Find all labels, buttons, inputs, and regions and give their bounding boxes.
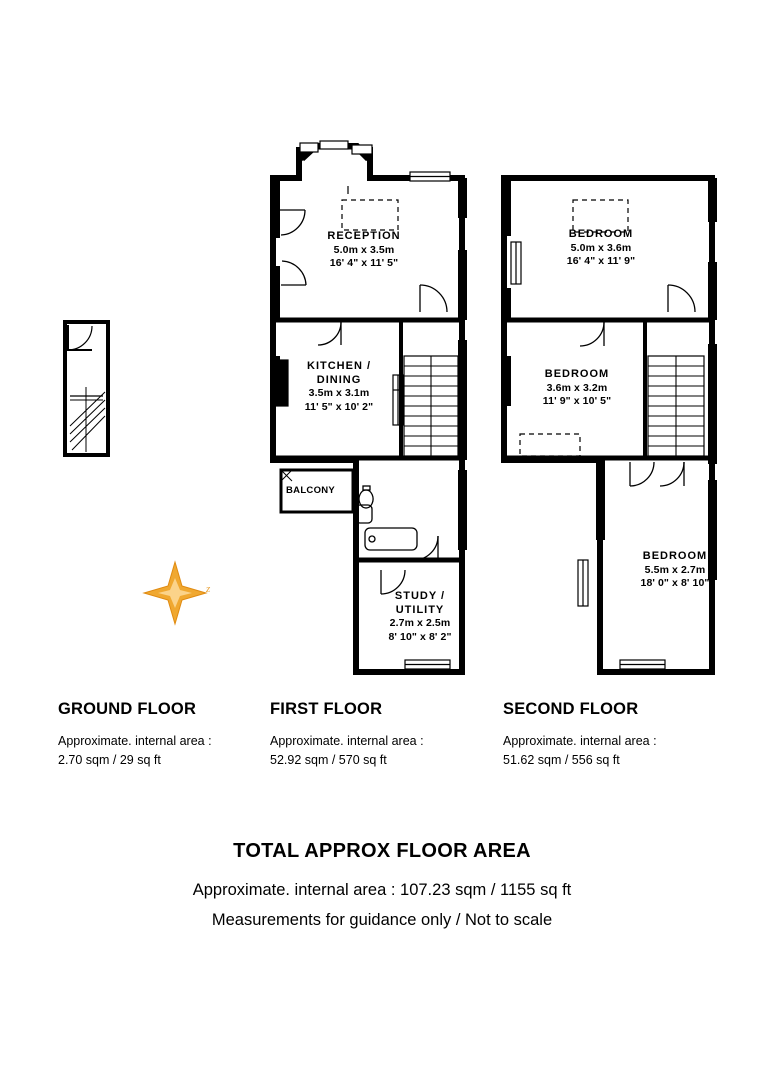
room-dim-imperial-bedroom-2: 11' 9" x 10' 5"	[542, 395, 612, 407]
bay-window	[299, 141, 372, 178]
first-floor-summary	[270, 700, 490, 770]
compass-direction-letter: z	[206, 583, 211, 595]
second-floor-summary	[503, 700, 723, 770]
total-area-value: Approximate. internal area : 107.23 sqm / 1155 sq ft	[192, 881, 572, 899]
room-name-bedroom-1: BEDROOM	[568, 228, 634, 240]
room-name-dining: DINING	[316, 373, 362, 386]
room-name-study: STUDY /	[394, 590, 446, 602]
room-name-bedroom-3: BEDROOM	[642, 550, 708, 562]
room-dim-imperial-kitchen: 11' 5" x 10' 2"	[304, 400, 374, 413]
room-label-bedroom-3	[595, 550, 755, 591]
second-floor-line1: Approximate. internal area :	[503, 734, 657, 748]
room-dim-metric-reception: 5.0m x 3.5m	[333, 243, 395, 256]
room-label-study-utility	[370, 590, 470, 644]
compass-icon	[144, 562, 206, 624]
room-label-kitchen-dining	[280, 360, 398, 414]
second-floor-line2: 51.62 sqm / 556 sq ft	[503, 753, 620, 767]
room-name-utility: UTILITY	[395, 603, 445, 616]
room-name-reception: RECEPTION	[327, 230, 401, 242]
room-dim-metric-bedroom-2: 3.6m x 3.2m	[546, 381, 608, 394]
total-area-title: TOTAL APPROX FLOOR AREA	[233, 840, 531, 862]
room-dim-metric-study: 2.7m x 2.5m	[389, 617, 451, 629]
first-floor-line2: 52.92 sqm / 570 sq ft	[270, 753, 387, 767]
balcony-label: BALCONY	[286, 485, 336, 496]
room-name-kitchen: KITCHEN /	[307, 360, 371, 372]
ground-floor-line2: 2.70 sqm / 29 sq ft	[58, 753, 161, 767]
room-label-bedroom-2	[508, 368, 646, 409]
room-dim-metric-bedroom-3: 5.5m x 2.7m	[644, 563, 706, 576]
room-dim-imperial-bedroom-3: 18' 0" x 8' 10"	[640, 577, 710, 589]
first-floor-line1: Approximate. internal area :	[270, 734, 424, 748]
total-area-disclaimer: Measurements for guidance only / Not to scale	[211, 911, 553, 929]
room-dim-imperial-bedroom-1: 16' 4" x 11' 9"	[566, 255, 636, 267]
room-dim-imperial-reception: 16' 4" x 11' 5"	[329, 257, 399, 269]
room-label-bedroom-1	[521, 228, 681, 269]
ground-floor-line1: Approximate. internal area :	[58, 734, 212, 748]
room-label-reception	[284, 230, 444, 271]
room-dim-metric-bedroom-1: 5.0m x 3.6m	[570, 241, 632, 254]
second-floor-title: SECOND FLOOR	[503, 700, 639, 718]
room-dim-metric-kitchen: 3.5m x 3.1m	[308, 387, 370, 399]
total-area-block	[0, 840, 764, 935]
ground-floor-plan	[65, 322, 108, 455]
first-floor-title: FIRST FLOOR	[270, 700, 383, 718]
ground-floor-title: GROUND FLOOR	[58, 700, 197, 718]
room-name-bedroom-2: BEDROOM	[544, 368, 610, 380]
room-dim-imperial-study: 8' 10" x 8' 2"	[388, 630, 452, 643]
ground-floor-summary	[58, 700, 258, 770]
